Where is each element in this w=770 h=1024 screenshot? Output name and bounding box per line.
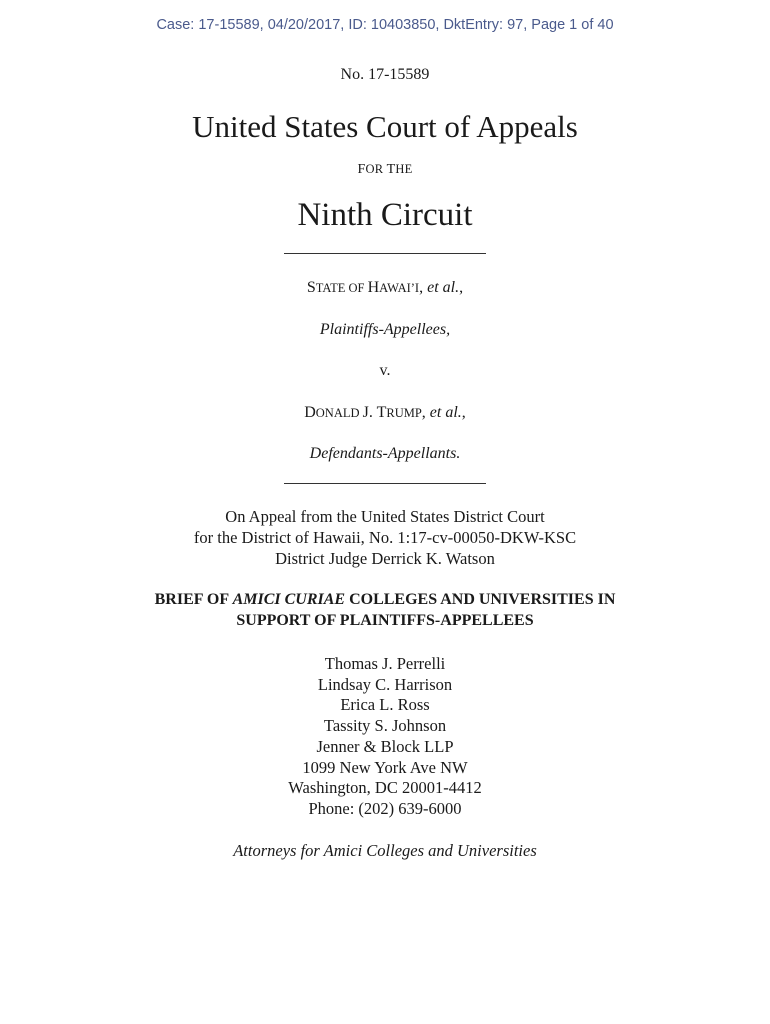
circuit-name: Ninth Circuit (297, 197, 473, 233)
case-header: Case: 17-15589, 04/20/2017, ID: 10403850, DktEntry: 97, Page 1 of 40 (156, 17, 614, 33)
for-the-cap: F (357, 162, 366, 177)
defendant-rest2: RUMP (386, 406, 422, 420)
counsel-line: 1099 New York Ave NW (302, 758, 468, 777)
counsel-line: Erica L. Ross (340, 695, 430, 714)
for-the-label (0, 162, 770, 178)
plaintiff-et-al: et al. (427, 279, 460, 296)
plaintiff-cap2: H (367, 279, 380, 296)
defendant-suffix: , (421, 404, 430, 421)
the-rest: HE (395, 162, 413, 176)
brief-title-line-1 (0, 591, 770, 609)
plaintiff-name (0, 279, 770, 297)
docket-number: No. 17-15589 (340, 66, 430, 83)
defendant-rest1: ONALD (315, 406, 363, 420)
divider-top (284, 253, 486, 254)
brief-title-suffix: COLLEGES AND UNIVERSITIES IN (345, 591, 616, 608)
counsel-line: Jenner & Block LLP (316, 737, 454, 756)
counsel-line: Washington, DC 20001-4412 (288, 778, 482, 797)
defendant-et-al: et al. (429, 404, 462, 421)
defendant-mid: J. (362, 404, 377, 421)
defendant-comma: , (461, 404, 466, 421)
plaintiff-rest1: TATE OF (315, 281, 368, 295)
appeal-line-2: for the District of Hawaii, No. 1:17-cv-00050-DKW-KSC (193, 528, 577, 547)
brief-title-italic: AMICI CURIAE (232, 591, 346, 608)
plaintiff-suffix: , (419, 279, 428, 296)
the-cap: T (386, 162, 396, 177)
counsel-line: Tassity S. Johnson (323, 716, 447, 735)
counsel-line: Thomas J. Perrelli (324, 654, 446, 673)
appeal-line-3: District Judge Derrick K. Watson (275, 549, 495, 568)
defendant-role: Defendants-Appellants. (309, 445, 461, 462)
for-the-rest: OR (365, 162, 387, 176)
plaintiff-rest2: AWAI’I (379, 281, 420, 295)
appeal-line-1: On Appeal from the United States District Court (225, 507, 545, 526)
brief-title-prefix: BRIEF OF (154, 591, 233, 608)
defendant-name (0, 404, 770, 422)
counsel-line: Phone: (202) 639-6000 (308, 799, 462, 818)
plaintiff-role: Plaintiffs-Appellees, (319, 321, 451, 338)
defendant-cap1: D (304, 404, 316, 421)
versus: v. (379, 362, 391, 379)
defendant-cap2: T (376, 404, 387, 421)
plaintiff-cap1: S (306, 279, 316, 296)
counsel-line: Lindsay C. Harrison (317, 675, 453, 694)
brief-title-line-2: SUPPORT OF PLAINTIFFS-APPELLEES (236, 612, 534, 629)
attorneys-for: Attorneys for Amici Colleges and Universities (233, 841, 537, 860)
divider-bottom (284, 483, 486, 484)
court-name: United States Court of Appeals (192, 109, 578, 144)
plaintiff-comma: , (459, 279, 464, 296)
